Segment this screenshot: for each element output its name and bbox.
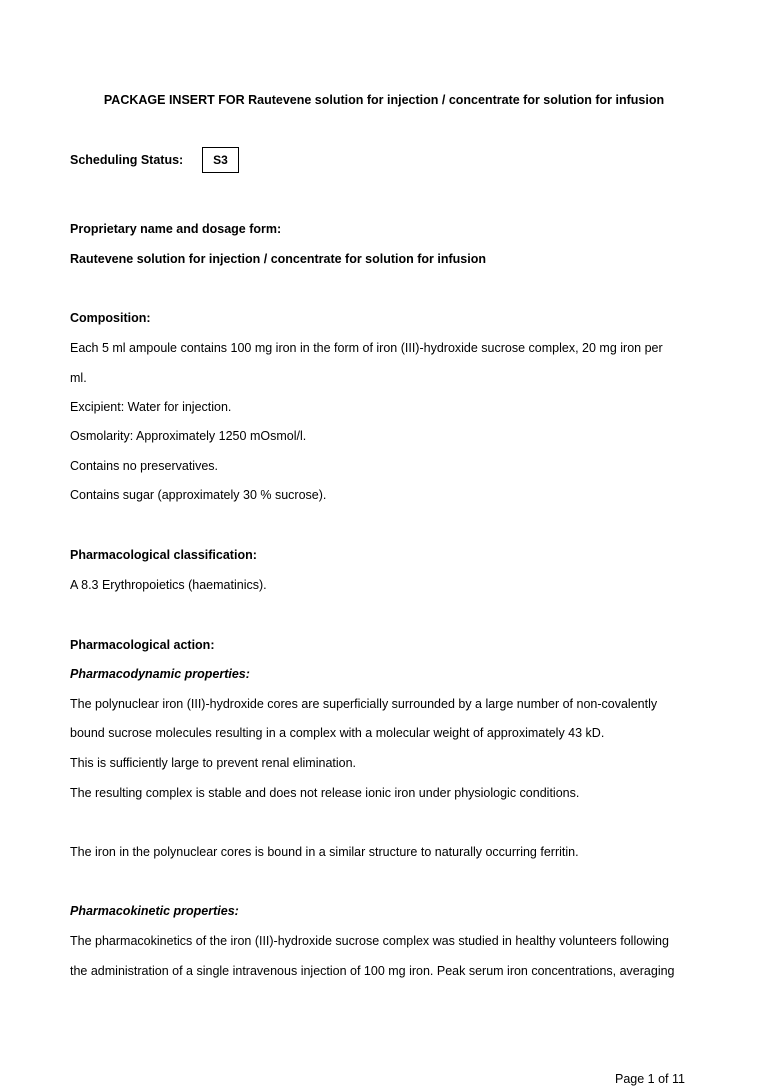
proprietary-heading: Proprietary name and dosage form: (70, 222, 282, 236)
document-title: PACKAGE INSERT FOR Rautevene solution for injection / concentrate for solution for infusion (103, 93, 665, 107)
scheduling-status-label: Scheduling Status: (70, 153, 184, 167)
composition-line: Contains no preservatives. (70, 459, 218, 473)
pharmacodynamic-heading: Pharmacodynamic properties: (70, 667, 250, 681)
composition-line: Excipient: Water for injection. (70, 400, 232, 414)
composition-line: Contains sugar (approximately 30 % sucrose). (70, 488, 327, 502)
action-heading: Pharmacological action: (70, 638, 215, 652)
pharmacokinetic-line: The pharmacokinetics of the iron (III)-hydroxide sucrose complex was studied in healthy volunteers following (70, 934, 669, 948)
composition-line: Osmolarity: Approximately 1250 mOsmol/l. (70, 429, 307, 443)
composition-line: ml. (70, 371, 87, 385)
scheduling-status-box: S3 (202, 147, 239, 173)
pharmacokinetic-heading: Pharmacokinetic properties: (70, 904, 239, 918)
pharmacodynamic-line: The polynuclear iron (III)-hydroxide cores are superficially surrounded by a large number of non-covalently (70, 697, 658, 711)
classification-heading: Pharmacological classification: (70, 548, 257, 562)
pharmacodynamic-line: The resulting complex is stable and does not release ionic iron under physiologic conditions. (70, 786, 580, 800)
pharmacodynamic-line: The iron in the polynuclear cores is bound in a similar structure to naturally occurring ferritin. (70, 845, 579, 859)
composition-line: Each 5 ml ampoule contains 100 mg iron in the form of iron (III)-hydroxide sucrose complex, 20 mg iron per (70, 341, 663, 355)
composition-heading: Composition: (70, 311, 151, 325)
classification-text: A 8.3 Erythropoietics (haematinics). (70, 578, 267, 592)
pharmacodynamic-line: This is sufficiently large to prevent renal elimination. (70, 756, 357, 770)
proprietary-text: Rautevene solution for injection / concentrate for solution for infusion (70, 252, 486, 266)
pharmacodynamic-line: bound sucrose molecules resulting in a complex with a molecular weight of approximately 43 kD. (70, 726, 605, 740)
page-number: Page 1 of 11 (615, 1072, 685, 1086)
pharmacokinetic-line: the administration of a single intravenous injection of 100 mg iron. Peak serum iron concentrations, averaging (70, 964, 675, 978)
